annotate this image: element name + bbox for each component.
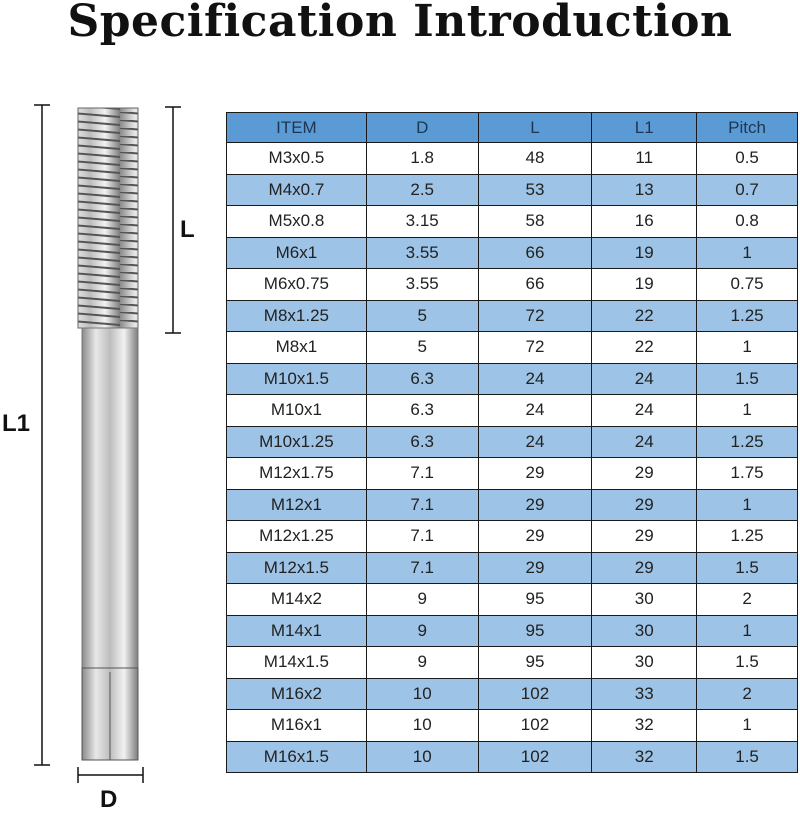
- table-cell: M14x1.5: [227, 647, 367, 679]
- table-cell: M10x1: [227, 395, 367, 427]
- table-cell: 1.8: [366, 143, 478, 175]
- table-cell: 24: [478, 395, 592, 427]
- dimension-d-line: [78, 767, 143, 783]
- table-cell: 24: [592, 426, 697, 458]
- table-row: [227, 143, 798, 175]
- column-header: ITEM: [227, 113, 367, 143]
- table-cell: 66: [478, 269, 592, 301]
- table-cell: 24: [592, 395, 697, 427]
- table-cell: 9: [366, 584, 478, 616]
- table-cell: 102: [478, 678, 592, 710]
- table-cell: 0.5: [697, 143, 798, 175]
- tap-shank: [82, 328, 138, 760]
- table-cell: M4x0.7: [227, 174, 367, 206]
- table-row: [227, 710, 798, 742]
- table-cell: M6x0.75: [227, 269, 367, 301]
- column-header: Pitch: [697, 113, 798, 143]
- table-cell: M8x1.25: [227, 300, 367, 332]
- table-cell: 10: [366, 678, 478, 710]
- table-cell: M6x1: [227, 237, 367, 269]
- table-cell: 29: [592, 458, 697, 490]
- table-cell: 5: [366, 332, 478, 364]
- table-cell: 24: [478, 426, 592, 458]
- table-cell: 30: [592, 615, 697, 647]
- table-cell: 11: [592, 143, 697, 175]
- table-row: [227, 647, 798, 679]
- table-cell: 1: [697, 237, 798, 269]
- table-cell: 1: [697, 395, 798, 427]
- table-cell: 1.5: [697, 741, 798, 773]
- table-cell: 16: [592, 206, 697, 238]
- table-cell: 6.3: [366, 426, 478, 458]
- table-cell: 19: [592, 269, 697, 301]
- table-row: [227, 174, 798, 206]
- table-cell: 1: [697, 332, 798, 364]
- table-cell: 30: [592, 647, 697, 679]
- table-row: [227, 521, 798, 553]
- table-cell: 0.7: [697, 174, 798, 206]
- table-row: [227, 269, 798, 301]
- table-row: [227, 741, 798, 773]
- table-row: [227, 426, 798, 458]
- table-cell: 6.3: [366, 363, 478, 395]
- table-cell: 33: [592, 678, 697, 710]
- table-cell: 13: [592, 174, 697, 206]
- dimension-label-l1: L1: [2, 410, 31, 437]
- table-cell: 0.8: [697, 206, 798, 238]
- column-header: D: [366, 113, 478, 143]
- table-cell: 32: [592, 710, 697, 742]
- table-cell: 72: [478, 300, 592, 332]
- table-row: [227, 458, 798, 490]
- table-row: [227, 395, 798, 427]
- column-header: L1: [592, 113, 697, 143]
- column-header: L: [478, 113, 592, 143]
- table-cell: 29: [592, 489, 697, 521]
- table-cell: 1: [697, 489, 798, 521]
- table-row: [227, 615, 798, 647]
- table-cell: 29: [592, 552, 697, 584]
- table-cell: 95: [478, 647, 592, 679]
- table-cell: 7.1: [366, 458, 478, 490]
- table-cell: 48: [478, 143, 592, 175]
- table-cell: M10x1.25: [227, 426, 367, 458]
- table-cell: 32: [592, 741, 697, 773]
- table-cell: 9: [366, 615, 478, 647]
- table-cell: 72: [478, 332, 592, 364]
- table-cell: M12x1: [227, 489, 367, 521]
- table-cell: 102: [478, 741, 592, 773]
- table-cell: 1.5: [697, 363, 798, 395]
- table-cell: 2: [697, 678, 798, 710]
- table-cell: M14x2: [227, 584, 367, 616]
- table-cell: 9: [366, 647, 478, 679]
- spec-table: [226, 112, 798, 773]
- table-cell: 95: [478, 615, 592, 647]
- table-cell: 1.25: [697, 426, 798, 458]
- table-cell: M12x1.5: [227, 552, 367, 584]
- table-cell: 29: [478, 521, 592, 553]
- table-cell: 24: [592, 363, 697, 395]
- dimension-l1-line: [34, 105, 50, 765]
- table-cell: M8x1: [227, 332, 367, 364]
- table-row: [227, 489, 798, 521]
- table-cell: M12x1.75: [227, 458, 367, 490]
- table-cell: 3.15: [366, 206, 478, 238]
- page-title: Specification Introduction: [67, 0, 733, 47]
- table-cell: 1.5: [697, 647, 798, 679]
- table-cell: 95: [478, 584, 592, 616]
- table-cell: 6.3: [366, 395, 478, 427]
- table-cell: 22: [592, 332, 697, 364]
- table-cell: 1.5: [697, 552, 798, 584]
- tap-thread: [78, 108, 138, 328]
- tap-diagram: [0, 95, 210, 815]
- dimension-label-d: D: [100, 786, 118, 813]
- table-row: [227, 237, 798, 269]
- table-cell: M16x1.5: [227, 741, 367, 773]
- dimension-label-l: L: [180, 216, 195, 243]
- table-cell: 1: [697, 615, 798, 647]
- table-row: [227, 552, 798, 584]
- table-cell: 10: [366, 710, 478, 742]
- table-cell: 22: [592, 300, 697, 332]
- table-cell: 1.25: [697, 300, 798, 332]
- table-cell: 1.25: [697, 521, 798, 553]
- table-cell: M10x1.5: [227, 363, 367, 395]
- table-cell: 53: [478, 174, 592, 206]
- table-cell: M14x1: [227, 615, 367, 647]
- table-row: [227, 332, 798, 364]
- table-row: [227, 300, 798, 332]
- table-cell: 24: [478, 363, 592, 395]
- table-cell: 30: [592, 584, 697, 616]
- table-cell: 3.55: [366, 237, 478, 269]
- table-cell: M16x1: [227, 710, 367, 742]
- table-cell: 2: [697, 584, 798, 616]
- table-row: [227, 206, 798, 238]
- table-header-row: [227, 113, 798, 143]
- table-cell: 29: [478, 489, 592, 521]
- table-cell: M12x1.25: [227, 521, 367, 553]
- table-cell: 29: [478, 458, 592, 490]
- table-cell: 58: [478, 206, 592, 238]
- table-cell: 2.5: [366, 174, 478, 206]
- table-cell: 29: [478, 552, 592, 584]
- table-cell: 5: [366, 300, 478, 332]
- table-cell: 1: [697, 710, 798, 742]
- table-row: [227, 678, 798, 710]
- dimension-l-line: [165, 107, 181, 333]
- table-cell: M16x2: [227, 678, 367, 710]
- table-cell: 29: [592, 521, 697, 553]
- table-cell: 3.55: [366, 269, 478, 301]
- table-row: [227, 584, 798, 616]
- table-cell: 1.75: [697, 458, 798, 490]
- table-row: [227, 363, 798, 395]
- table-cell: M3x0.5: [227, 143, 367, 175]
- table-cell: M5x0.8: [227, 206, 367, 238]
- table-cell: 7.1: [366, 489, 478, 521]
- table-cell: 19: [592, 237, 697, 269]
- table-cell: 7.1: [366, 552, 478, 584]
- table-cell: 66: [478, 237, 592, 269]
- table-cell: 102: [478, 710, 592, 742]
- table-cell: 7.1: [366, 521, 478, 553]
- table-cell: 10: [366, 741, 478, 773]
- table-cell: 0.75: [697, 269, 798, 301]
